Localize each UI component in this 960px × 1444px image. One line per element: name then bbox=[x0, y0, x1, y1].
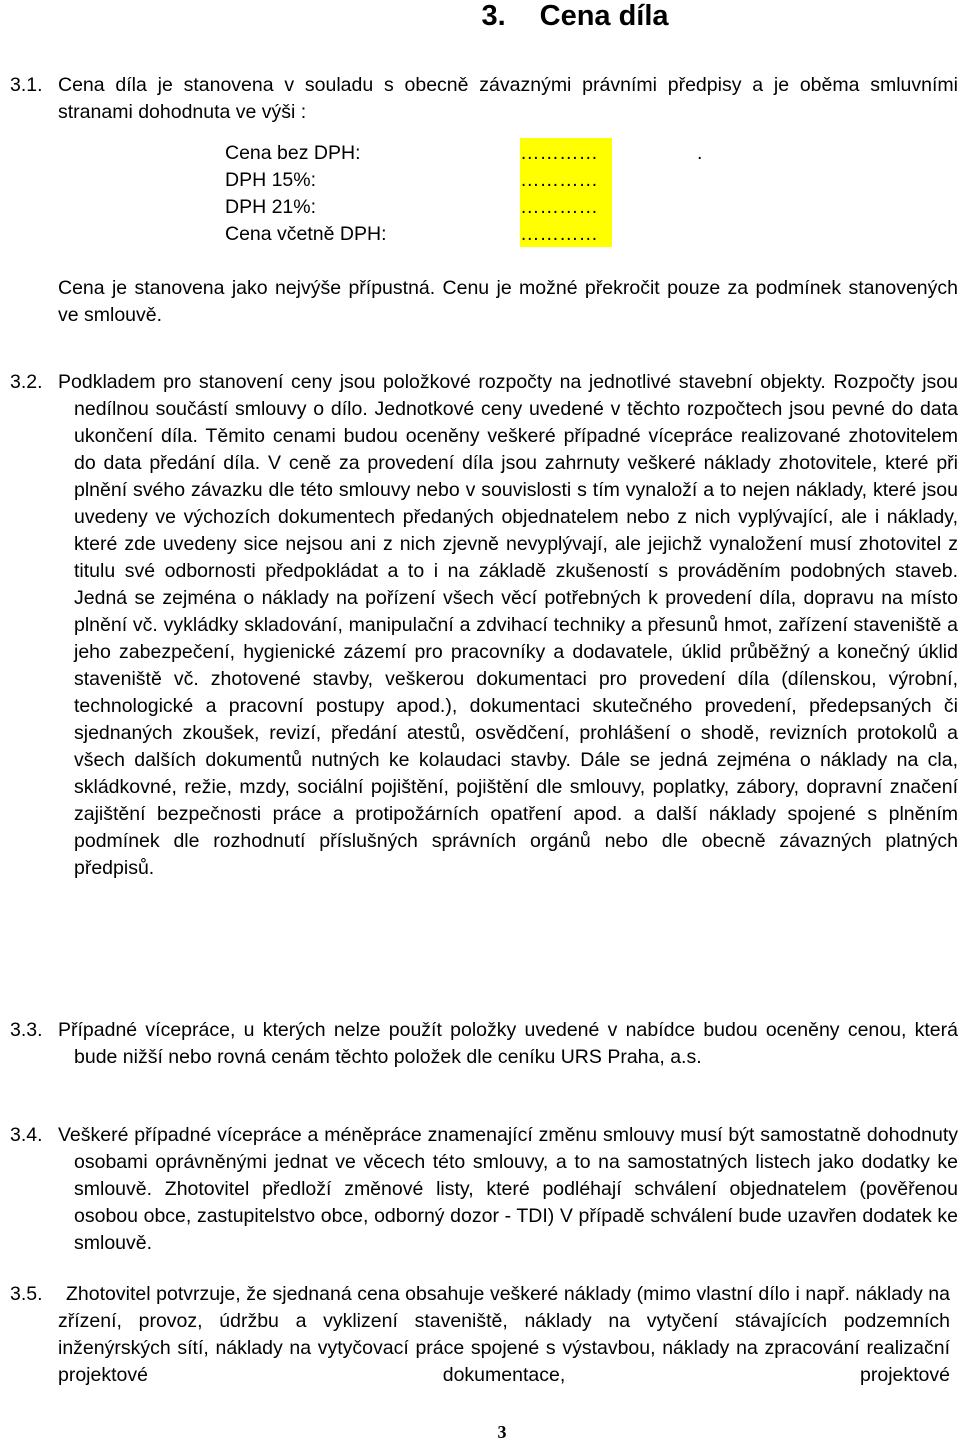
price-label: Cena bez DPH: bbox=[225, 142, 361, 164]
paragraph-number: 3.2. bbox=[10, 371, 43, 393]
paragraph-text: Podkladem pro stanovení ceny jsou položkové rozpočty na jednotlivé stavební objekty. Rozpočty jsou nedílnou součástí smlouvy o dílo. Jednotkové ceny uvedené v těchto rozpočtech jsou pevné do data ukončení díla. Těmito cenami budou oceněny veškeré případné vícepráce realizované zhotovitelem do data předání díla. V ceně za provedení díla jsou zahrnuty veškeré náklady zhotovitele, které při plnění svého závazku dle této smlouvy nebo v souvislosti s tím vynaloží a to nejen náklady, které jsou uvedeny ve výchozích dokumentech předaných objednatelem nebo z nich vyplývající, ale i náklady, které zde uvedeny sice nejsou ani z nich zjevně nevyplývají, ale jejichž vynaložení musí zhotovitel z titulu své odbornosti předpokládat a to i na základě zkušeností s prováděním podobných staveb. Jedná se zejména o náklady na pořízení všech věcí potřebných k provedení díla, dopravu na místo plnění vč. vykládky skladování, manipulační a zdvihací techniky a přesunů hmot, zařízení staveniště a jeho zabezpečení, hygienické zázemí pro pracovníky a dodavatele, úklid průběžný a konečný úklid staveniště vč. zhotovené stavby, veškerou dokumentaci pro provedení díla (dílenskou, výrobní, technologické a pracovní postupy apod.), dokumentaci skutečného provedení, předepsaných či sjednaných zkoušek, revizí, předání atestů, osvědčení, prohlášení o shodě, revizních protokolů a všech dalších dokumentů nutných ke kolaudaci stavby. Dále se jedná zejména o náklady na cla, skládkovné, režie, mzdy, sociální pojištění, pojištění dle smlouvy, poplatky, zábory, dopravní značení zajištění bezpečnosti práce a protipožárních opatření apod. a další náklady spojené s plněním podmínek dle rozhodnutí příslušných správních orgánů nebo dle obecně závazných platných předpisů. bbox=[58, 371, 958, 879]
paragraph-3-4 bbox=[10, 1122, 960, 1262]
price-label: DPH 15%: bbox=[225, 169, 317, 191]
paragraph-number: 3.1. bbox=[10, 74, 43, 96]
paragraph-text: Cena díla je stanovena v souladu s obecně závaznými právními předpisy a je oběma smluvními stranami dohodnuta ve výši : bbox=[58, 74, 958, 123]
paragraph-text: Zhotovitel potvrzuje, že sjednaná cena obsahuje veškeré náklady (mimo vlastní dílo i např. náklady na zřízení, provoz, údržbu a vyklizení staveniště, náklady na vytyčení stávajících podzemních inženýrských sítí, náklady na vytyčovací práce spojené s výstavbou, náklady na zpracování realizační projektové dokumentace, projektové bbox=[58, 1283, 950, 1386]
page-number: 3 bbox=[497, 1422, 507, 1442]
price-value-field[interactable]: ………… bbox=[520, 219, 612, 247]
paragraph-3-3 bbox=[10, 1017, 960, 1101]
price-value-field[interactable]: ………… bbox=[520, 192, 612, 220]
paragraph-text: Případné vícepráce, u kterých nelze použít položky uvedené v nabídce budou oceněny cenou, která bude nižší nebo rovná cenám těchto položek dle ceníku URS Praha, a.s. bbox=[58, 1019, 958, 1068]
paragraph-3-5 bbox=[10, 1281, 960, 1393]
paragraph-text: Cena je stanovena jako nejvýše přípustná. Cenu je možné překročit pouze za podmínek stanovených ve smlouvě. bbox=[58, 277, 958, 326]
price-label: Cena včetně DPH: bbox=[225, 223, 387, 245]
price-trailing-dot: . bbox=[697, 142, 703, 164]
price-value-field[interactable]: ………… bbox=[520, 165, 612, 193]
paragraph-number: 3.5. bbox=[10, 1283, 43, 1305]
section-heading-title: Cena díla bbox=[539, 0, 669, 32]
section-heading bbox=[0, 0, 960, 36]
price-value-field[interactable]: ………… bbox=[520, 138, 612, 166]
paragraph-3-1 bbox=[10, 72, 960, 132]
paragraph-3-2 bbox=[10, 369, 960, 999]
paragraph-3-1-note bbox=[58, 275, 958, 331]
paragraph-number: 3.4. bbox=[10, 1124, 43, 1146]
paragraph-number: 3.3. bbox=[10, 1019, 43, 1041]
section-heading-number: 3. bbox=[481, 0, 506, 32]
paragraph-text: Veškeré případné vícepráce a méněpráce znamenající změnu smlouvy musí být samostatně dohodnuty osobami oprávněnými jednat ve věcech této smlouvy, a to na samostatných listech jako dodatky ke smlouvě. Zhotovitel předloží změnové listy, které podléhají schválení objednatelem (pověřenou osobou obce, zastupitelstvo obce, odborný dozor - TDI) V případě schválení bude uzavřen dodatek ke smlouvě. bbox=[58, 1124, 958, 1254]
price-label: DPH 21%: bbox=[225, 196, 317, 218]
